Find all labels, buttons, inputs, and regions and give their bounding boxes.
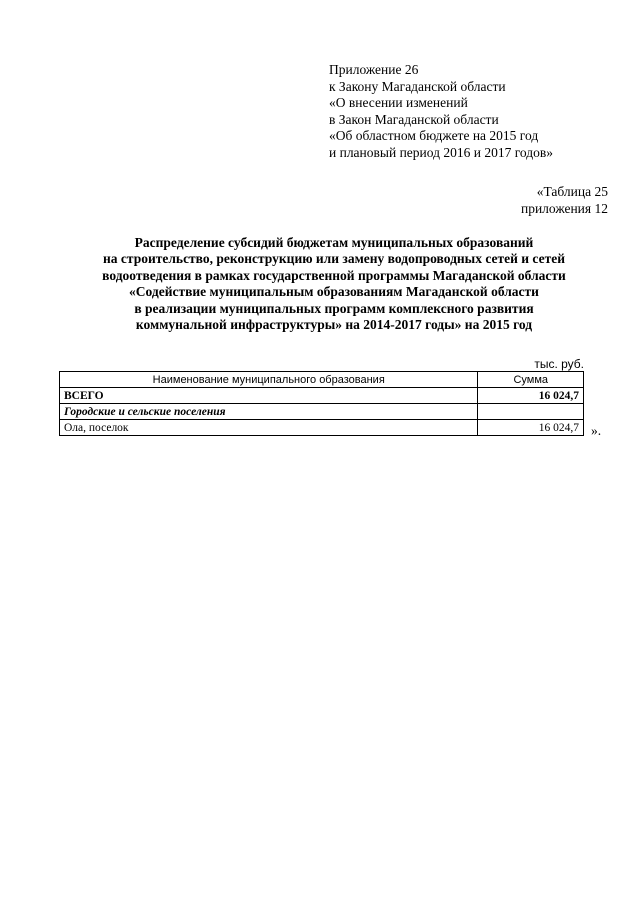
title-line: в реализации муниципальных программ комплексного развития (134, 300, 534, 316)
appendix-line: Приложение 26 (329, 62, 419, 77)
row-sum-cell: 16 024,7 (478, 420, 584, 436)
title-line: коммунальной инфраструктуры» на 2014-2017 годы» на 2015 год (135, 317, 533, 333)
column-header-name: Наименование муниципального образования (60, 372, 478, 388)
title-line: на строительство, реконструкцию или замену водопроводных сетей и сетей (103, 251, 565, 267)
document-title (40, 235, 628, 333)
total-sum-cell: 16 024,7 (478, 388, 584, 404)
title-line: «Содействие муниципальным образованиям Магаданской области (129, 284, 539, 300)
column-header-sum: Сумма (478, 372, 584, 388)
group-sum-cell (478, 404, 584, 420)
group-name-cell: Городские и сельские поселения (60, 404, 478, 420)
appendix-line: «О внесении изменений (329, 95, 468, 111)
title-line: Распределение субсидий бюджетам муниципальных образований (134, 235, 534, 250)
table-row (60, 420, 584, 436)
title-line: водоотведения в рамках государственной программы Магаданской области (102, 267, 566, 283)
closing-quote: ». (591, 423, 602, 438)
total-name-cell: ВСЕГО (60, 388, 478, 404)
table-row-group (60, 404, 584, 420)
appendix-line: «Об областном бюджете на 2015 год (329, 128, 539, 144)
appendix-header (329, 62, 553, 162)
subsidy-table (59, 371, 584, 436)
appendix-line: в Закон Магаданской области (329, 111, 499, 127)
appendix-line: и плановый период 2016 и 2017 годов» (329, 144, 554, 160)
table-reference-line: приложения 12 (520, 200, 608, 216)
appendix-line: к Закону Магаданской области (329, 78, 506, 94)
units-label: тыс. руб. (534, 357, 584, 371)
table-reference-line: «Таблица 25 (536, 184, 608, 199)
table-header-row (60, 372, 584, 388)
table-reference (521, 184, 608, 217)
row-name-cell: Ола, поселок (60, 420, 478, 436)
table-row-total (60, 388, 584, 404)
